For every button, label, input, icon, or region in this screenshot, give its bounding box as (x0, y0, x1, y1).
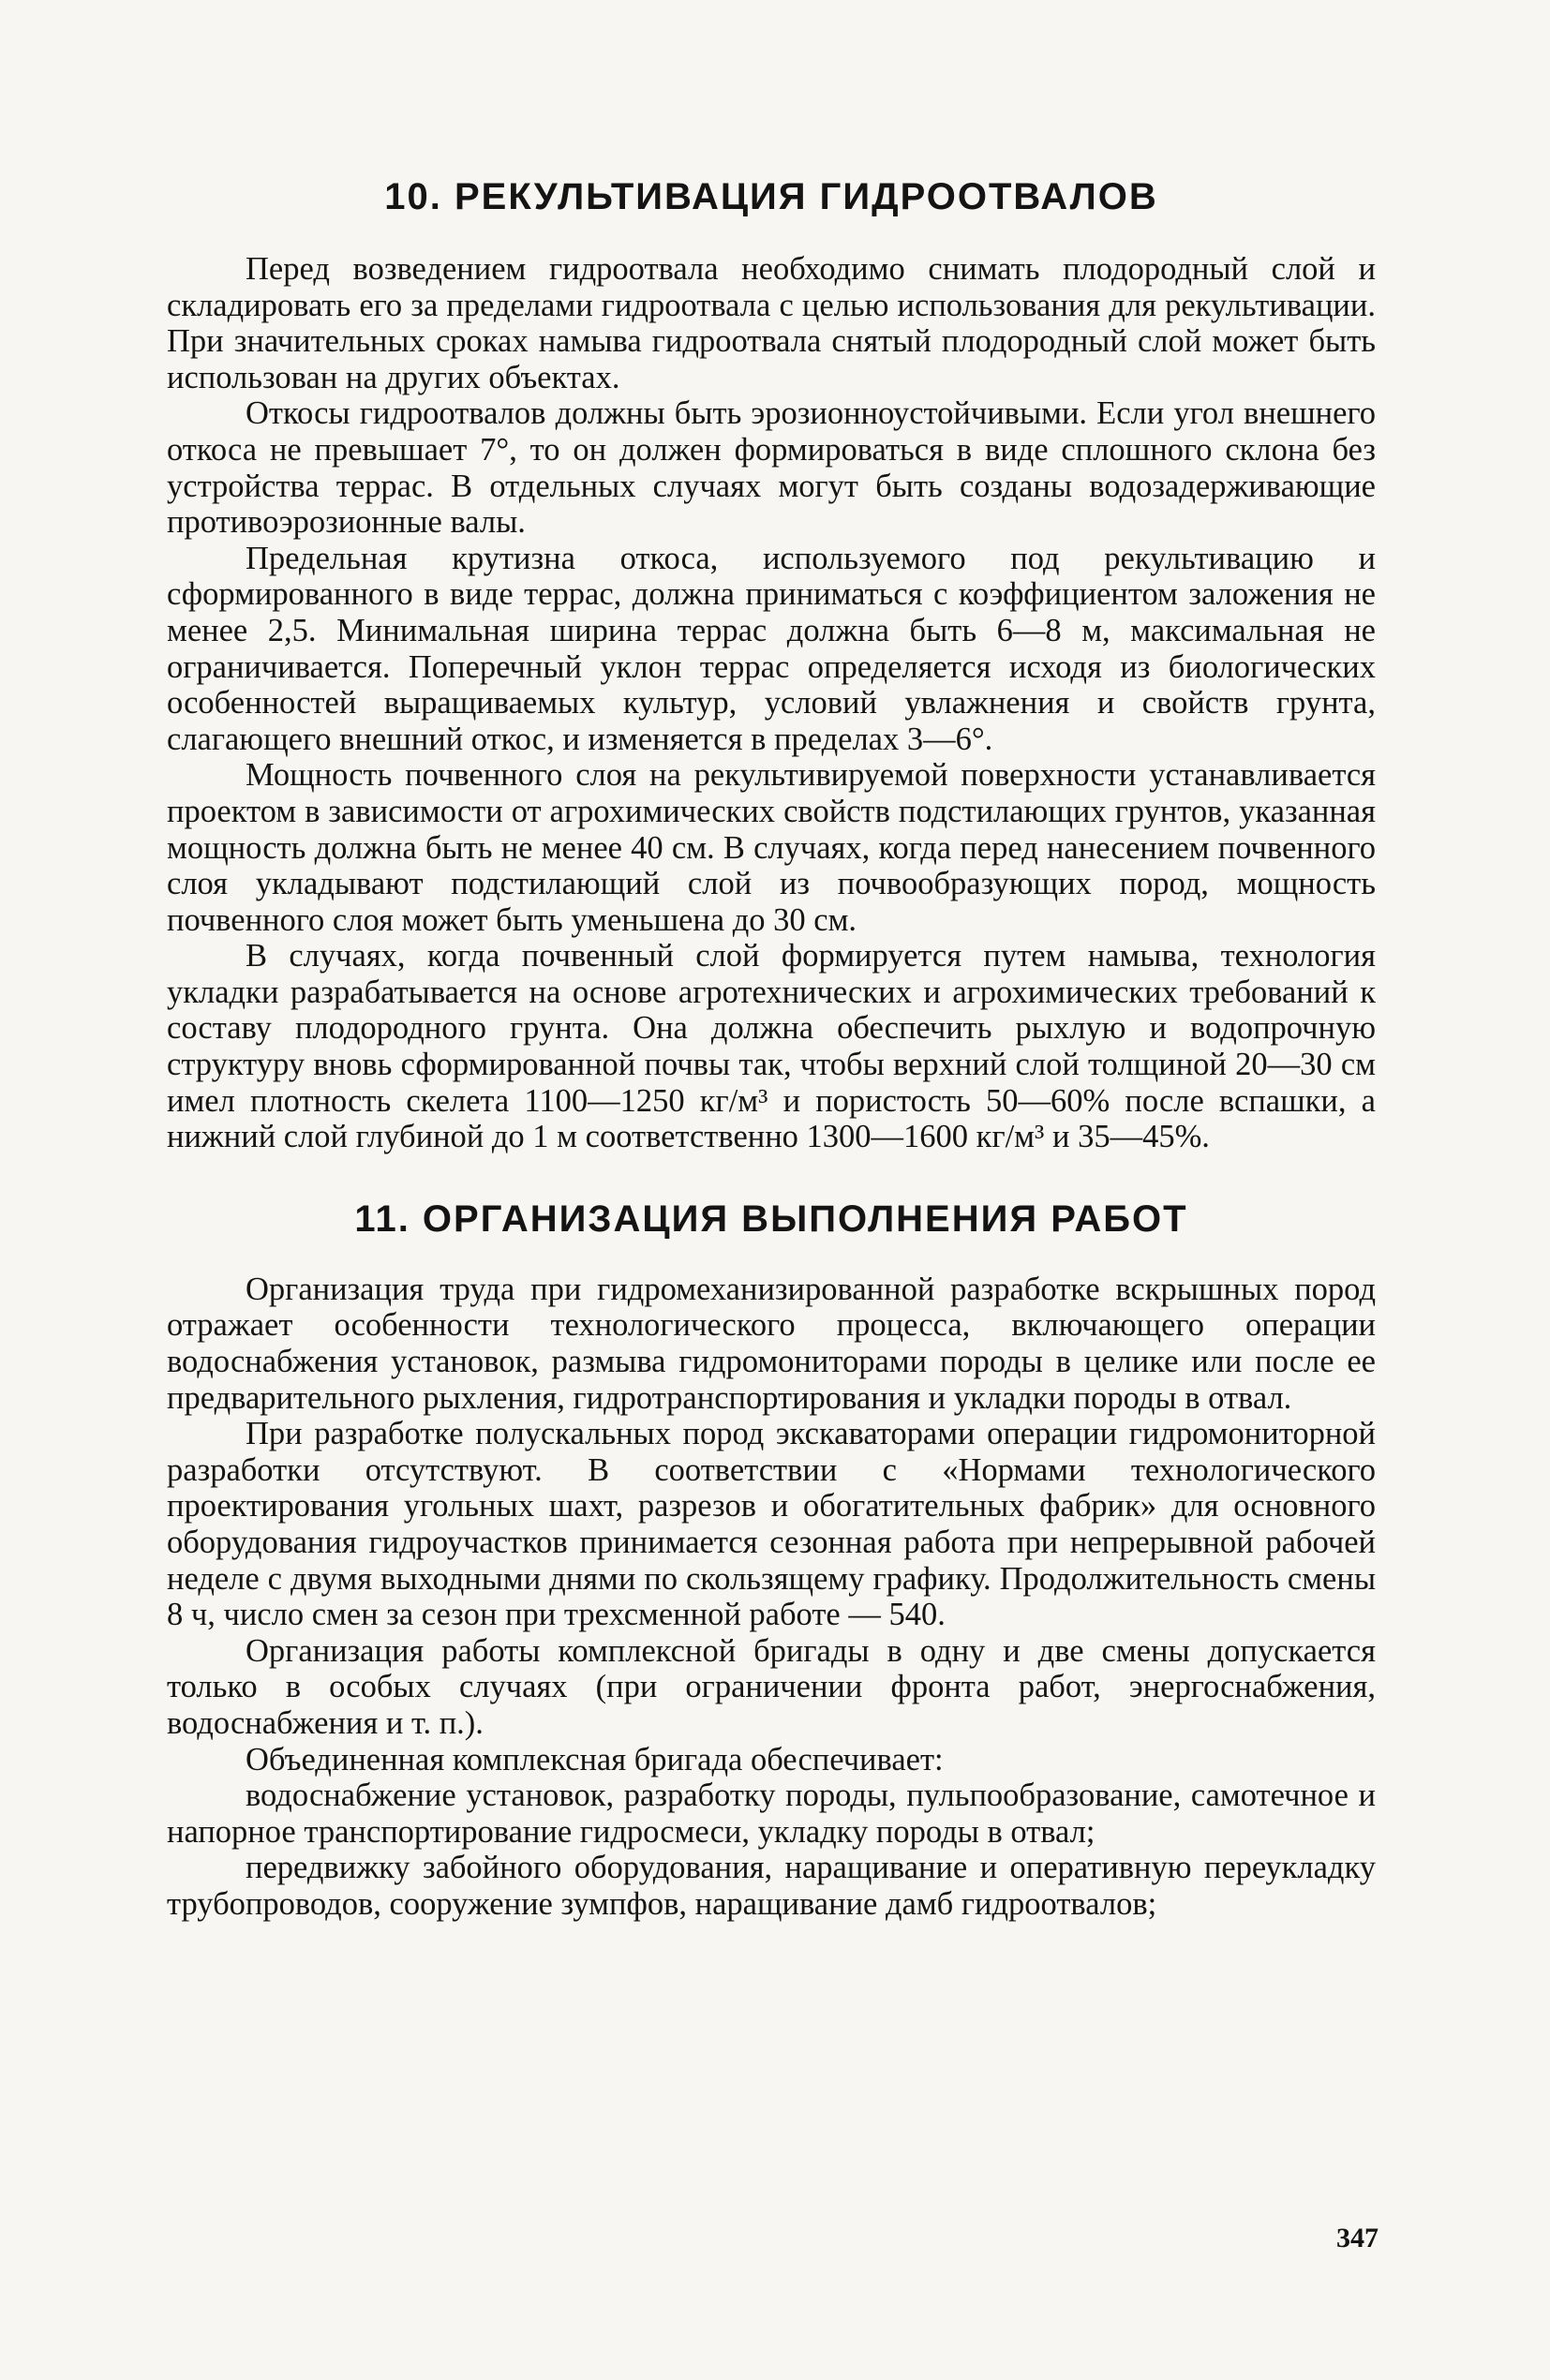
paragraph: Откосы гидроотвалов должны быть эрозионноустойчивыми. Если угол внешнего откоса не превышает 7°, то он должен формироваться в виде сплошного склона без устройства террас. В отдельных случаях могут быть созданы водозадерживающие противоэрозионные валы. (167, 395, 1376, 541)
section-title: 11. ОРГАНИЗАЦИЯ ВЫПОЛНЕНИЯ РАБОТ (354, 1197, 1188, 1240)
section-title: 10. РЕКУЛЬТИВАЦИЯ ГИДРООТВАЛОВ (384, 176, 1158, 217)
list-item: водоснабжение установок, разработку породы, пульпообразование, самотечное и напорное транспортирование гидросмеси, укладку породы в отвал; (167, 1778, 1376, 1850)
page-number: 347 (1336, 2223, 1379, 2254)
list-item: передвижку забойного оборудования, наращивание и оперативную переукладку трубопроводов, сооружение зумпфов, наращивание дамб гидроотвалов; (167, 1850, 1376, 1922)
paragraph: Организация работы комплексной бригады в одну и две смены допускается только в особых случаях (при ограничении фронта работ, энергоснабжения, водоснабжения и т. п.). (167, 1632, 1376, 1741)
section-work-organization (167, 1197, 1376, 1923)
text-column (167, 178, 1376, 1923)
paragraph: Перед возведением гидроотвала необходимо снимать плодородный слой и складировать его за пределами гидроотвала с целью использования для рекультивации. При значительных сроках намыва гидроотвала снятый плодородный слой может быть использован на других объектах. (167, 251, 1376, 395)
paragraph: Предельная крутизна откоса, используемого под рекультивацию и сформированного в виде террас, должна приниматься с коэффициентом заложения не менее 2,5. Минимальная ширина террас должна быть 6—8 м, максимальная не ограничивается. Поперечный уклон террас определяется исходя из биологических особенностей выращиваемых культур, условий увлажнения и свойств грунта, слагающего внешний откос, и изменяется в пределах 3—6°. (167, 540, 1376, 757)
section-recultivation (167, 178, 1376, 1155)
paragraph: В случаях, когда почвенный слой формируется путем намыва, технология укладки разрабатывается на основе агротехнических и агрохимических требований к составу плодородного грунта. Она должна обеспечить рыхлую и водопрочную структуру вновь сформированной почвы так, чтобы верхний слой толщиной 20—30 см имел плотность скелета 1100—1250 кг/м³ и пористость 50—60% после вспашки, а нижний слой глубиной до 1 м соответственно 1300—1600 кг/м³ и 35—45%. (167, 938, 1376, 1155)
paragraph: Объединенная комплексная бригада обеспечивает: (246, 1741, 944, 1778)
paragraph: Организация труда при гидромеханизированной разработке вскрышных пород отражает особенности технологического процесса, включающего операции водоснабжения установок, размыва гидромониторами породы в целике или после ее предварительного рыхления, гидротранспортирования и укладки породы в отвал. (167, 1271, 1376, 1416)
paragraph: Мощность почвенного слоя на рекультивируемой поверхности устанавливается проектом в зависимости от агрохимических свойств подстилающих грунтов, указанная мощность должна быть не менее 40 см. В случаях, когда перед нанесением почвенного слоя укладывают подстилающий слой из почвообразующих пород, мощность почвенного слоя может быть уменьшена до 30 см. (167, 757, 1376, 938)
paragraph: При разработке полускальных пород экскаваторами операции гидромониторной разработки отсутствуют. В соответствии с «Нормами технологического проектирования угольных шахт, разрезов и обогатительных фабрик» для основного оборудования гидроучастков принимается сезонная работа при непрерывной рабочей неделе с двумя выходными днями по скользящему графику. Продолжительность смены 8 ч, число смен за сезон при трехсменной работе — 540. (167, 1416, 1376, 1633)
